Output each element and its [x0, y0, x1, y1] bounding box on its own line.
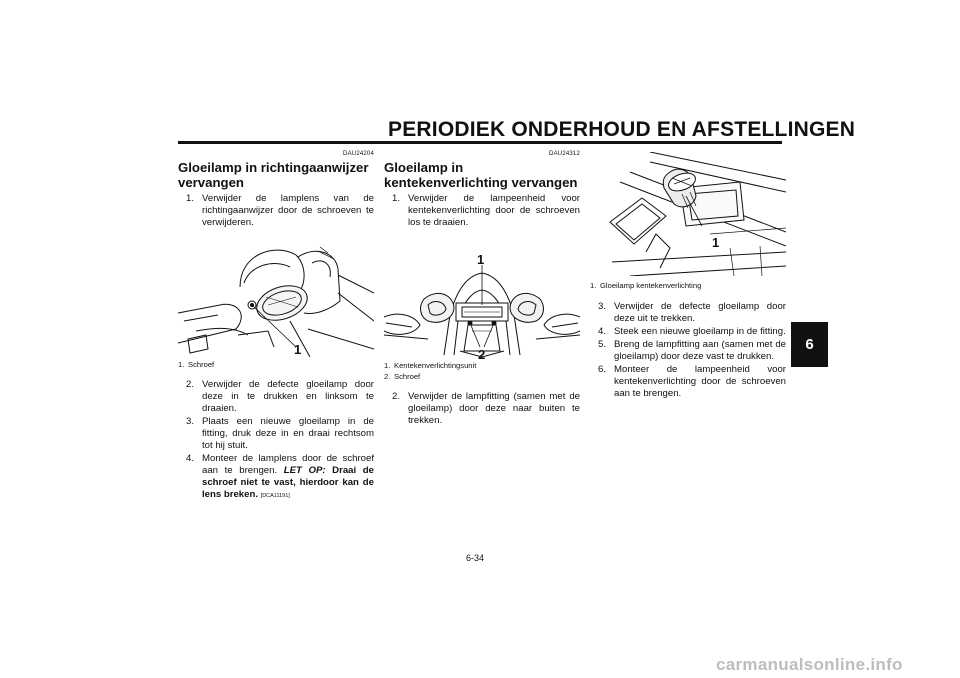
license-light-figure	[384, 235, 580, 359]
column-license-light	[384, 151, 580, 428]
step-item	[178, 453, 374, 502]
page-number: 6-34	[466, 553, 485, 563]
step-number: 4.	[186, 453, 195, 464]
caption-text: Gloeilamp kentekenverlichting	[600, 281, 702, 290]
step-text: Verwijder de lampfitting (samen met de gloeilamp) door deze naar buiten te trekken.	[408, 391, 580, 426]
step-text: Verwijder de lampeenheid voor kentekenverlichting door de schroeven los te draaien.	[408, 193, 580, 228]
step-text: Breng de lampfitting aan (samen met de gloeilamp) door deze vast te drukken.	[614, 339, 786, 362]
figure-label: 1	[294, 342, 302, 357]
caption-line	[384, 360, 580, 371]
step-number: 5.	[598, 339, 607, 350]
figure-label: 2	[478, 347, 486, 359]
steps-list	[384, 391, 580, 427]
section-code: DAU24312	[549, 151, 580, 157]
step-item	[590, 326, 786, 338]
license-bulb-figure	[590, 152, 786, 276]
section-title: Gloeilamp in richtingaanwijzer vervangen	[178, 160, 369, 190]
step-item	[178, 416, 374, 452]
caption-number: 1.	[590, 281, 597, 290]
figure-caption	[384, 360, 580, 382]
watermark-text: carmanualsonline.info	[716, 655, 903, 674]
step-text: Verwijder de lamplens van de richtingaanwijzer door de schroeven te verwijderen.	[202, 193, 374, 228]
step-text: Steek een nieuwe gloeilamp in de fitting.	[614, 326, 786, 337]
steps-list	[178, 379, 374, 502]
caution-text: Draai de schroef niet te vast, hierdoor kan de lens breken.	[202, 465, 374, 500]
steps-list	[590, 301, 786, 400]
step-item	[590, 364, 786, 400]
steps-list	[178, 193, 374, 229]
step-number: 6.	[598, 364, 607, 375]
step-item	[384, 391, 580, 427]
step-number: 3.	[598, 301, 607, 312]
caution-code: [DCA11191]	[260, 493, 290, 499]
column-turn-signal	[178, 151, 374, 503]
header-rule	[178, 141, 782, 144]
caption-number: 1.	[384, 361, 391, 370]
step-number: 2.	[392, 391, 401, 402]
step-item	[178, 193, 374, 229]
section-code: DAU24204	[343, 151, 374, 157]
caption-text: Schroef	[188, 360, 215, 369]
figure-label: 1	[477, 252, 485, 267]
step-item	[178, 379, 374, 415]
caption-line	[384, 371, 580, 382]
page-header-title: PERIODIEK ONDERHOUD EN AFSTELLINGEN	[388, 118, 856, 141]
step-text: Verwijder de defecte gloeilamp door deze uit te trekken.	[614, 301, 786, 324]
step-number: 2.	[186, 379, 195, 390]
steps-list	[384, 193, 580, 229]
caption-number: 1.	[178, 360, 185, 369]
step-item	[384, 193, 580, 229]
step-text: Plaats een nieuwe gloeilamp in de fitting, druk deze in en draai rechtsom tot hij stuit.	[202, 416, 374, 451]
caption-text: Kentekenverlichtingsunit	[394, 361, 477, 370]
step-item	[590, 301, 786, 325]
step-number: 3.	[186, 416, 195, 427]
caption-text: Schroef	[394, 372, 421, 381]
step-number: 4.	[598, 326, 607, 337]
caption-number: 2.	[384, 372, 391, 381]
chapter-tab: 6	[791, 322, 828, 367]
step-text: Monteer de lampeenheid voor kentekenverlichting door de schroeven aan te brengen.	[614, 364, 786, 399]
figure-caption	[590, 280, 786, 291]
turn-signal-figure	[178, 235, 374, 357]
figure-label: 1	[712, 235, 720, 250]
step-text: Monteer de lamplens door de schroef aan te brengen.	[202, 453, 374, 476]
figure-caption	[178, 359, 374, 370]
step-number: 1.	[392, 193, 401, 204]
caution-label: LET OP:	[283, 465, 326, 476]
step-number: 1.	[186, 193, 195, 204]
step-item	[590, 339, 786, 363]
section-title: Gloeilamp in kentekenverlichting vervangen	[384, 160, 578, 190]
column-license-bulb	[590, 152, 786, 401]
step-text: Verwijder de defecte gloeilamp door deze in te drukken en linksom te draaien.	[202, 379, 374, 414]
